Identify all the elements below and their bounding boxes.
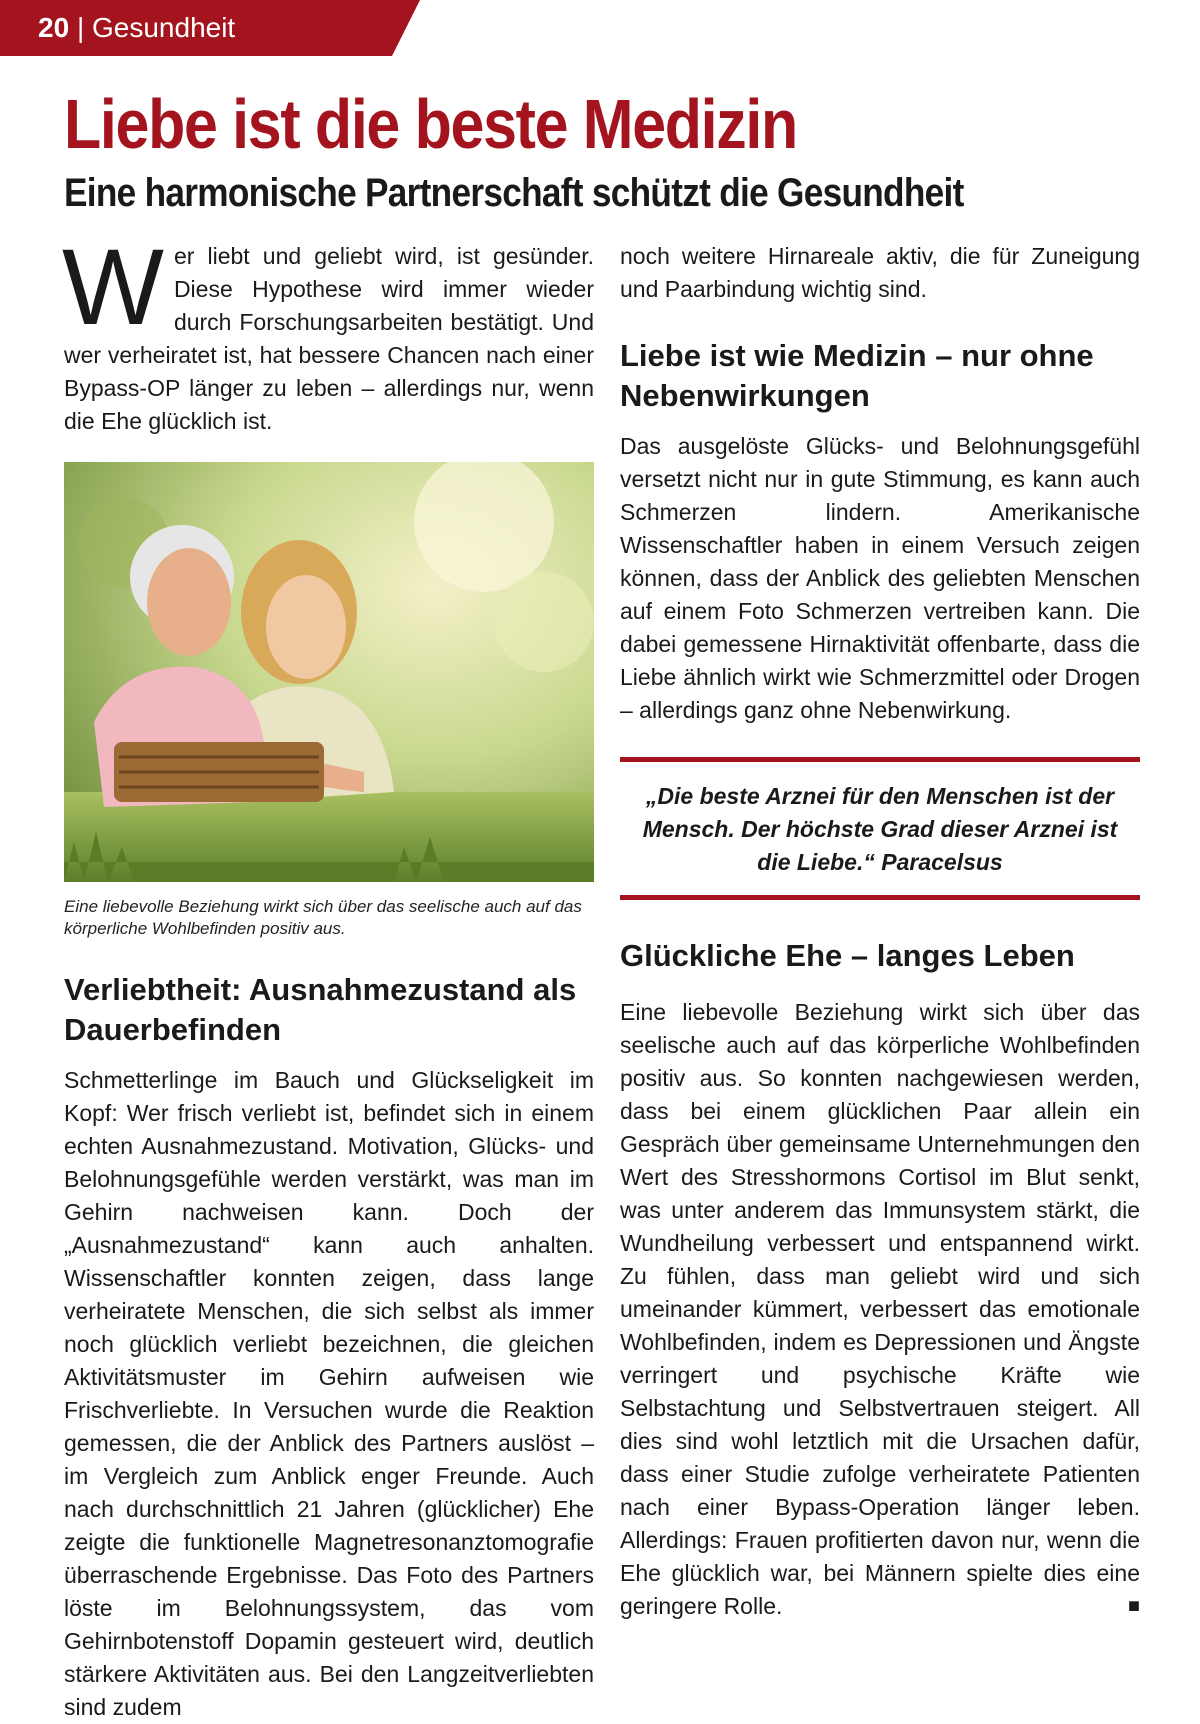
intro-text: er liebt und geliebt wird, ist gesünder. Diese Hypothese wird immer wieder durch Forschungsarbeiten bestätigt. Und wer verheiratet ist, hat bessere Chancen nach einer Bypass-OP länger zu leben – allerdings nur, wenn die Ehe glücklich ist. <box>64 243 594 434</box>
intro-paragraph <box>62 226 594 438</box>
section2-paragraph: Das ausgelöste Glücks- und Belohnungsgefühl versetzt nicht nur in gute Stimmung, es kann auch Schmerzen lindern. Amerikanische Wissenschaftler haben in einem Versuch zeigen können, dass der Anblick des geliebten Menschen auf einem Foto Schmerzen vertreiben kann. Die dabei gemessene Hirnaktivität offenbarte, dass die Liebe ähnlich wirkt wie Schmerzmittel oder Drogen – allerdings ganz ohne Nebenwirkung. <box>620 433 1140 723</box>
quote-text: „Die beste Arznei für den Menschen ist der Mensch. Der höchste Grad dieser Arznei ist die Liebe.“ Paracelsus <box>642 783 1118 875</box>
quote-box <box>620 757 1140 900</box>
drop-cap: W <box>62 226 164 347</box>
photo-caption: Eine liebevolle Beziehung wirkt sich über das seelische auch auf das körperliche Wohlbefinden positiv aus. <box>64 897 582 938</box>
section3-heading: Glückliche Ehe – langes Leben <box>620 938 1075 973</box>
header-label <box>38 10 235 46</box>
couple-photo <box>64 462 594 882</box>
section-name: Gesundheit <box>92 12 236 43</box>
continuation-paragraph: noch weitere Hirnareale aktiv, die für Zuneigung und Paarbindung wichtig sind. <box>620 243 1140 302</box>
end-of-article-mark: ■ <box>1127 1595 1140 1617</box>
page-number: 20 <box>38 12 70 43</box>
section2-heading: Liebe ist wie Medizin – nur ohne Nebenwirkungen <box>620 338 1094 413</box>
couple-photo-illustration <box>64 462 594 882</box>
right-column <box>620 240 1140 1623</box>
section3-paragraph <box>620 996 1140 1623</box>
article-title: Liebe ist die beste Medizin <box>64 85 797 163</box>
left-column <box>62 226 594 1724</box>
article-subtitle: Eine harmonische Partnerschaft schützt die Gesundheit <box>64 171 964 215</box>
section1-heading: Verliebtheit: Ausnahmezustand als Dauerbefinden <box>64 972 577 1047</box>
section-header-tab <box>0 0 420 56</box>
section1-paragraph: Schmetterlinge im Bauch und Glückseligkeit im Kopf: Wer frisch verliebt ist, befindet sich in einem echten Ausnahmezustand. Motivation, Glücks- und Belohnungsgefühle werden verstärkt, was man im Gehirn nachweisen kann. Doch der „Ausnahmezustand“ kann auch anhalten. Wissenschaftler konnten zeigen, dass lange verheiratete Menschen, die sich selbst als immer noch glücklich verliebt bezeichnen, die gleichen Aktivitätsmuster im Gehirn aufweisen wie Frischverliebte. In Versuchen wurde die Reaktion gemessen, die der Anblick des Partners auslöst – im Vergleich zum Anblick enger Freunde. Auch nach durchschnittlich 21 Jahren (glücklicher) Ehe zeigte die funktionelle Magnetresonanztomografie überraschende Ergebnisse. Das Foto des Partners löste im Belohnungssystem, das vom Gehirnbotenstoff Dopamin gesteuert wird, deutlich stärkere Aktivitäten aus. Bei den Langzeitverliebten sind zudem <box>64 1067 594 1720</box>
header-separator: | <box>76 12 85 43</box>
section3-text: Eine liebevolle Beziehung wirkt sich über das seelische auch auf das körperliche Wohlbefinden positiv aus. So konnten nachgewiesen werden, dass bei einem glücklichen Paar allein ein Gespräch über gemeinsame Unternehmungen den Wert des Stresshormons Cortisol im Blut senkt, was unter anderem das Immunsystem stärkt, die Wundheilung verbessert und entspannend wirkt. Zu fühlen, dass man geliebt wird und sich umeinander kümmert, verbessert das emotionale Wohlbefinden, indem es Depressionen und Ängste verringert und psychische Kräfte wie Selbstachtung und Selbstvertrauen steigert. All dies sind wohl letztlich mit die Ursachen dafür, dass einer Studie zufolge verheiratete Patienten nach einer Bypass-Operation länger leben. Allerdings: Frauen profitierten davon nur, wenn die Ehe glücklich war, bei Männern spielte dies eine geringere Rolle. <box>620 999 1140 1619</box>
